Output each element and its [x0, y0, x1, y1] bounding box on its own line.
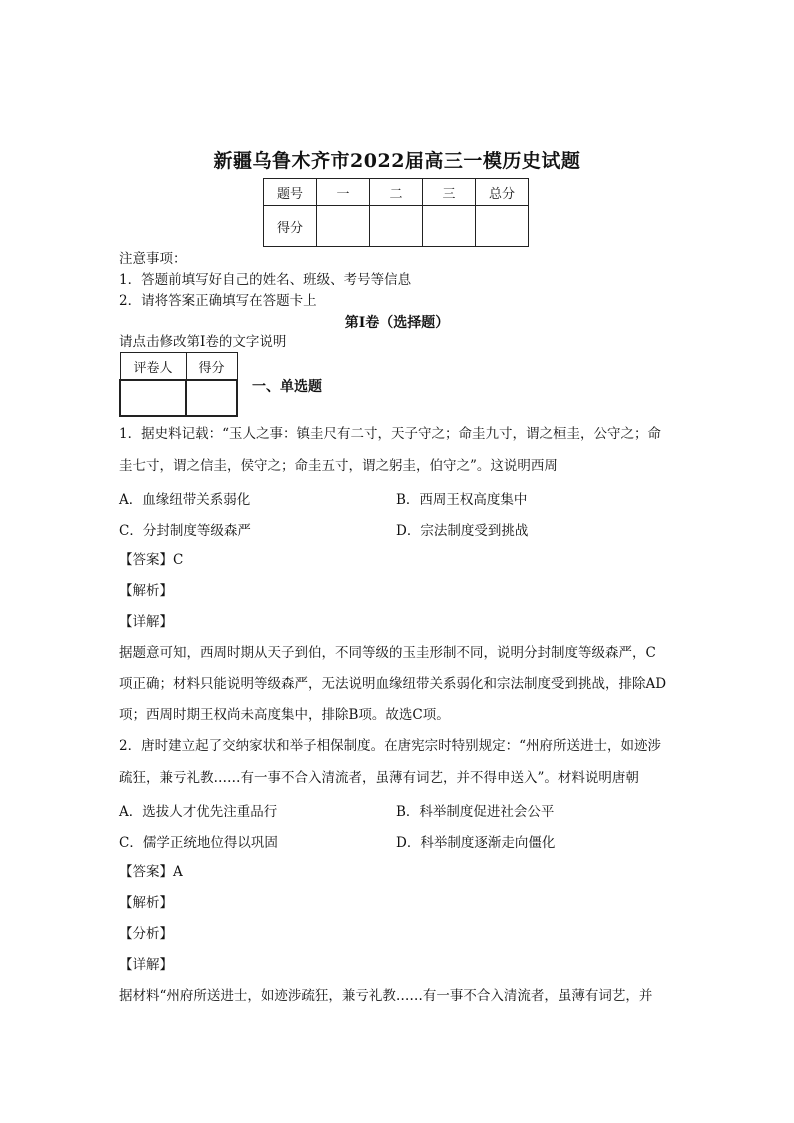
q2-option-c: C．儒学正统地位得以巩固	[119, 835, 278, 851]
score-header-3: 三	[423, 179, 476, 206]
q2-stem-line: 2．唐时建立起了交纳家状和举子相保制度。在唐宪宗时特别规定：“州府所送进士，如迹涉	[119, 738, 661, 754]
note-item: 2．请将答案正确填写在答题卡上	[119, 293, 317, 309]
q2-explain-line: 据材料“州府所送进士，如迹涉疏狂，兼亏礼教……有一事不合入清流者，虽薄有词艺，并	[119, 988, 653, 1004]
q1-analysis: 【解析】	[119, 583, 173, 599]
q1-answer: 【答案】C	[119, 552, 184, 568]
q1-explain-line: 据题意可知，西周时期从天子到伯，不同等级的玉圭形制不同，说明分封制度等级森严，C	[119, 645, 656, 661]
grader-cell	[186, 380, 237, 416]
score-header-total: 总分	[476, 179, 529, 206]
q2-option-a: A．选拔人才优先注重品行	[119, 804, 278, 820]
score-table	[263, 178, 529, 247]
q1-option-b: B．西周王权高度集中	[396, 492, 528, 508]
notes-heading: 注意事项：	[119, 251, 187, 267]
q2-analysis: 【解析】	[119, 895, 173, 911]
q2-stem-line: 疏狂，兼亏礼教……有一事不合入清流者，虽薄有词艺，并不得申送入”。材料说明唐朝	[119, 770, 639, 786]
q1-option-d: D．宗法制度受到挑战	[396, 523, 529, 539]
q1-stem-line: 1．据史料记载：“玉人之事：镇圭尺有二寸，天子守之；命圭九寸，谓之桓圭，公守之；命	[119, 426, 661, 442]
q1-explain-line: 项正确；材料只能说明等级森严，无法说明血缘纽带关系弱化和宗法制度受到挑战，排除AD	[119, 676, 667, 692]
q1-option-a: A．血缘纽带关系弱化	[119, 492, 251, 508]
q2-detail: 【详解】	[119, 957, 173, 973]
page-title: 新疆乌鲁木齐市2022届高三一模历史试题	[213, 150, 581, 172]
grader-table	[119, 352, 238, 417]
score-header-qnum: 题号	[264, 179, 317, 206]
note-item: 1．答题前填写好自己的姓名、班级、考号等信息	[119, 272, 412, 288]
grader-header: 评卷人	[120, 353, 186, 381]
score-cell	[317, 206, 370, 247]
volume-hint: 请点击修改第I卷的文字说明	[119, 334, 287, 350]
q2-option-d: D．科举制度逐渐走向僵化	[396, 835, 556, 851]
q1-stem-line: 圭七寸，谓之信圭，侯守之；命圭五寸，谓之躬圭，伯守之”。这说明西周	[119, 458, 558, 474]
q2-fenxi: 【分析】	[119, 926, 173, 942]
grader-cell	[120, 380, 186, 416]
score-cell	[423, 206, 476, 247]
score-header-2: 二	[370, 179, 423, 206]
score-cell	[476, 206, 529, 247]
q1-explain-line: 项；西周时期王权尚未高度集中，排除B项。故选C项。	[119, 707, 450, 723]
score-row-label: 得分	[264, 206, 317, 247]
q1-option-c: C．分封制度等级森严	[119, 523, 251, 539]
score-header-1: 一	[317, 179, 370, 206]
q2-answer: 【答案】A	[119, 864, 183, 880]
score-cell	[370, 206, 423, 247]
grader-score-header: 得分	[186, 353, 237, 381]
q2-option-b: B．科举制度促进社会公平	[396, 804, 555, 820]
volume-title: 第I卷（选择题）	[344, 315, 450, 331]
section-title: 一、单选题	[252, 379, 322, 395]
q1-detail: 【详解】	[119, 614, 173, 630]
